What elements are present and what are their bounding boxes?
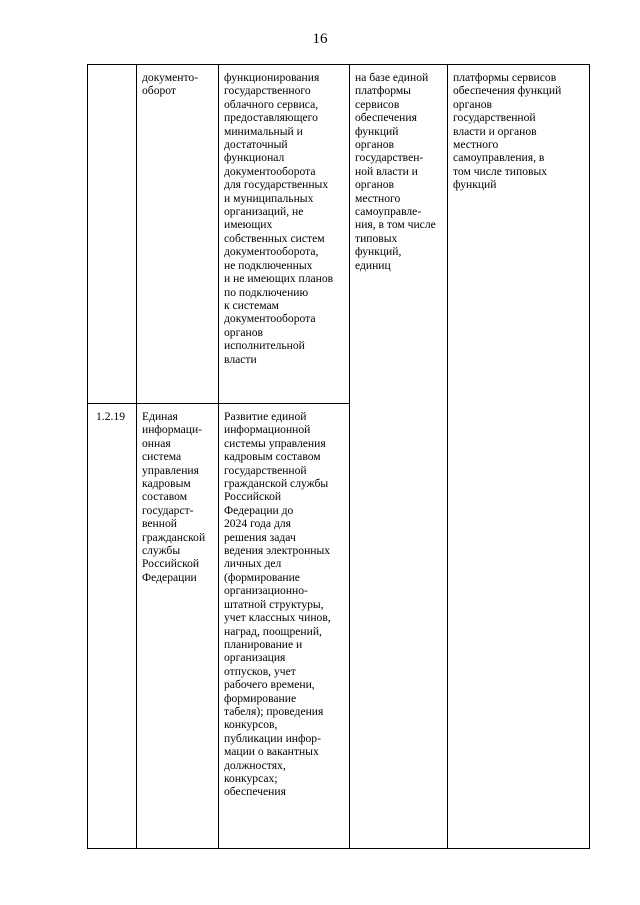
page-number: 16 xyxy=(312,31,328,47)
item-number-cell: 1.2.19 xyxy=(88,404,137,849)
item-description-cell: Развитие единой информационной системы управления кадровым составом государственной гражданской службы Российской Федерации до 2024 года для решения задач ведения электронных личных дел (формирование организационно- штатной структуры, учет классных чинов, наград, поощрений, планирование и организация отпусков, учет рабочего времени, формирование табеля); проведения конкурсов, публикации инфор- мации о вакантных должностях, конкурсах; обеспечения xyxy=(219,404,350,849)
item-name-cell: Единая информаци- онная система управления кадровым составом государст- венной гражданской службы Российской Федерации xyxy=(137,404,219,849)
table-row xyxy=(88,65,590,404)
program-table xyxy=(87,64,590,849)
item-name-cell: документо- оборот xyxy=(137,65,219,404)
indicator-cell: на базе единой платформы сервисов обеспечения функций органов государствен- ной власти и органов местного самоуправле- ния, в том числе типовых функций, единиц xyxy=(350,65,448,849)
note-cell: платформы сервисов обеспечения функций органов государственной власти и органов местного самоуправления, в том числе типовых функций xyxy=(448,65,590,849)
item-number-cell xyxy=(88,65,137,404)
item-description-cell: функционирования государственного облачного сервиса, предоставляющего минимальный и достаточный функционал документооборота для государственных и муниципальных организаций, не имеющих собственных систем документооборота, не подключенных и не имеющих планов по подключению к системам документооборота органов исполнительной власти xyxy=(219,65,350,404)
